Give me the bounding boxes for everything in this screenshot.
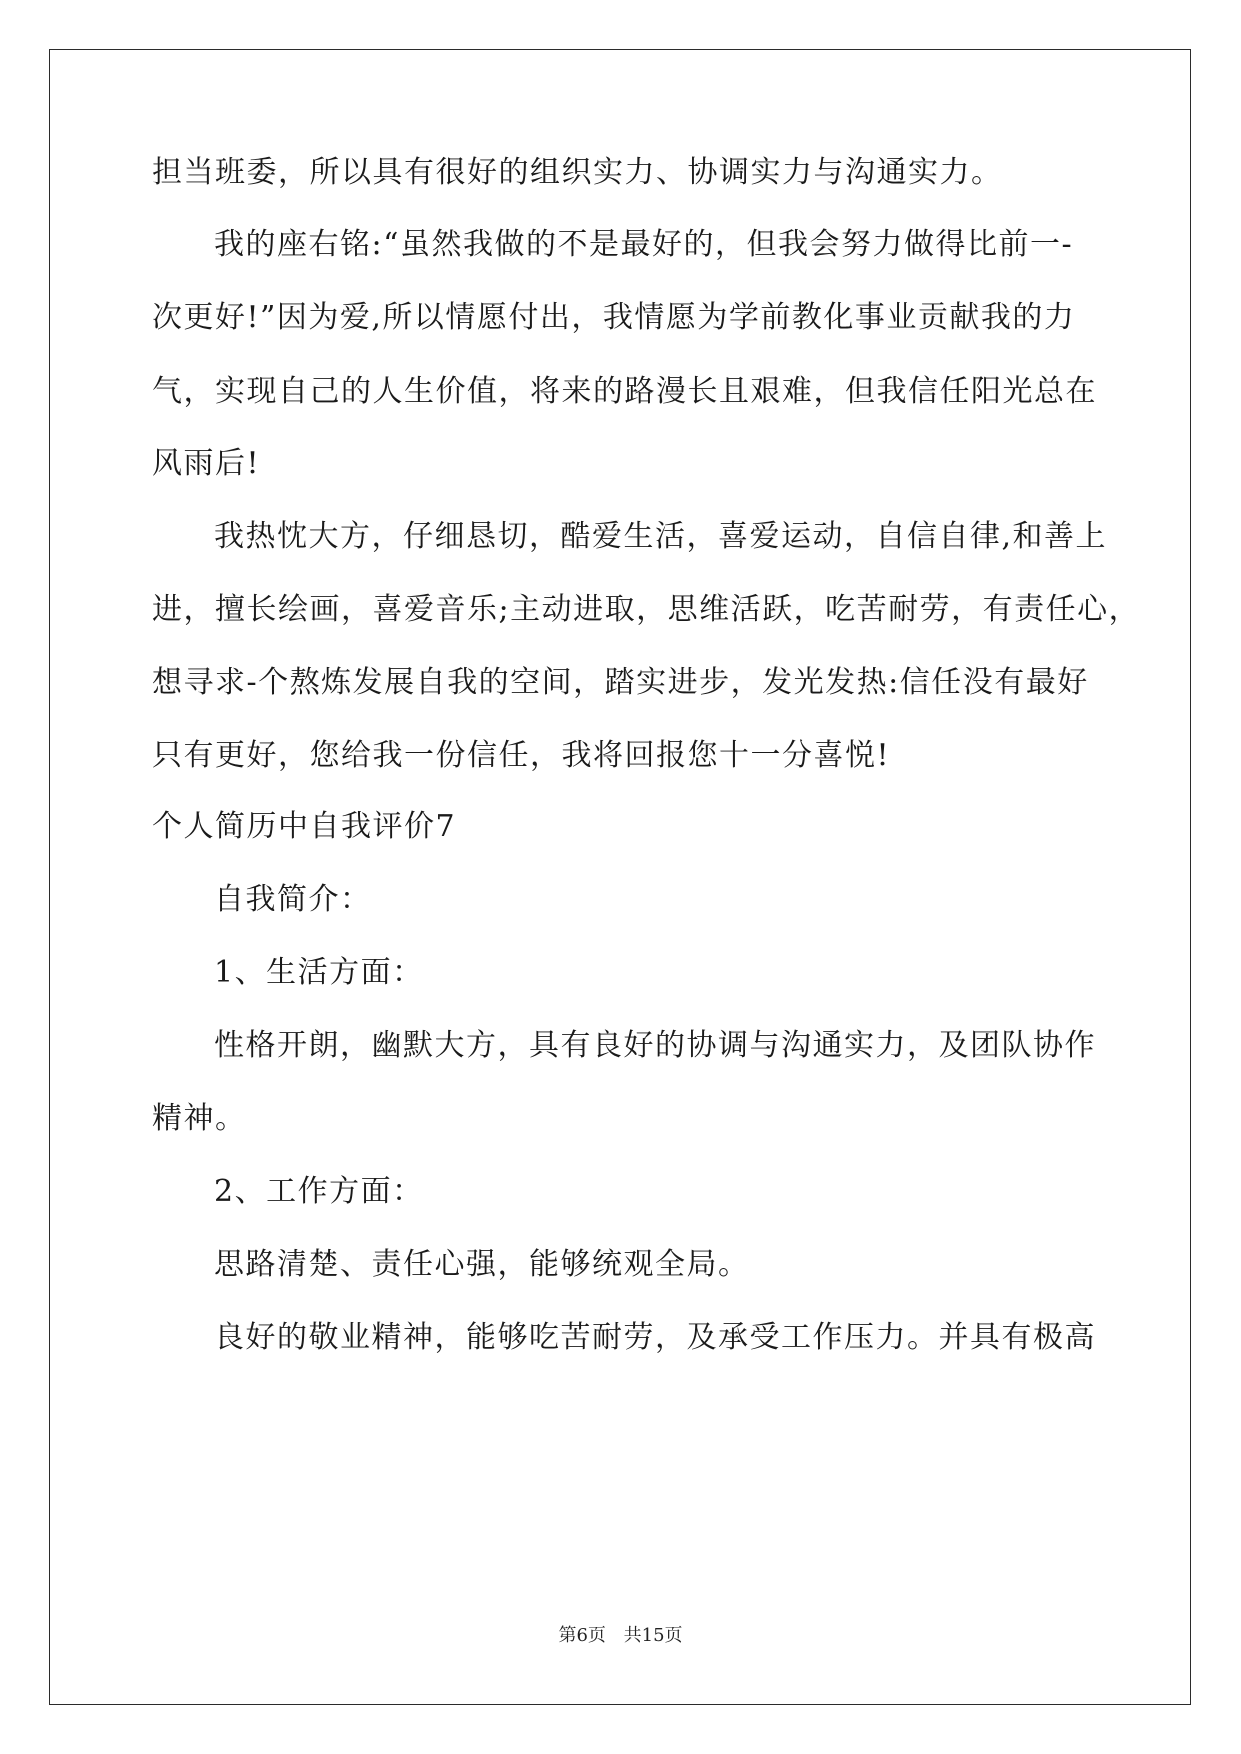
- text-line: 我热忱大方，仔细恳切，酷爱生活，喜爱运动，自信自律,和善上: [214, 519, 1108, 554]
- text-line: 进，擅长绘画，喜爱音乐;主动进取，思维活跃，吃苦耐劳，有责任心，: [152, 592, 1141, 627]
- page-number: 第6页: [558, 1625, 606, 1646]
- text-line: 自我简介：: [214, 882, 372, 917]
- text-line: 担当班委，所以具有很好的组织实力、协调实力与沟通实力。: [152, 155, 1003, 190]
- text-line: 想寻求-个熬炼发展自我的空间，踏实进步，发光发热:信任没有最好: [152, 665, 1089, 700]
- text-line: 气，实现自己的人生价值，将来的路漫长且艰难，但我信任阳光总在: [152, 374, 1097, 409]
- text-line: 次更好!”因为爱,所以情愿付出，我情愿为学前教化事业贡献我的力: [152, 300, 1076, 335]
- text-line: 风雨后!: [152, 446, 261, 481]
- text-line: 性格开朗，幽默大方，具有良好的协调与沟通实力，及团队协作: [214, 1028, 1096, 1063]
- text-line: 只有更好，您给我一份信任，我将回报您十一分喜悦!: [152, 738, 891, 773]
- text-line: 1、生活方面：: [214, 955, 424, 990]
- text-line: 我的座右铭:“虽然我做的不是最好的，但我会努力做得比前一-: [214, 227, 1074, 262]
- text-line: 2、工作方面：: [214, 1174, 424, 1209]
- text-line: 精神。: [152, 1101, 247, 1136]
- page-total: 共15页: [623, 1625, 683, 1646]
- text-line: 良好的敬业精神，能够吃苦耐劳，及承受工作压力。并具有极高: [214, 1320, 1096, 1355]
- page-footer: [0, 1624, 1241, 1648]
- section-heading: 个人简历中自我评价7: [152, 809, 457, 844]
- text-line: 思路清楚、责任心强，能够统观全局。: [214, 1247, 750, 1282]
